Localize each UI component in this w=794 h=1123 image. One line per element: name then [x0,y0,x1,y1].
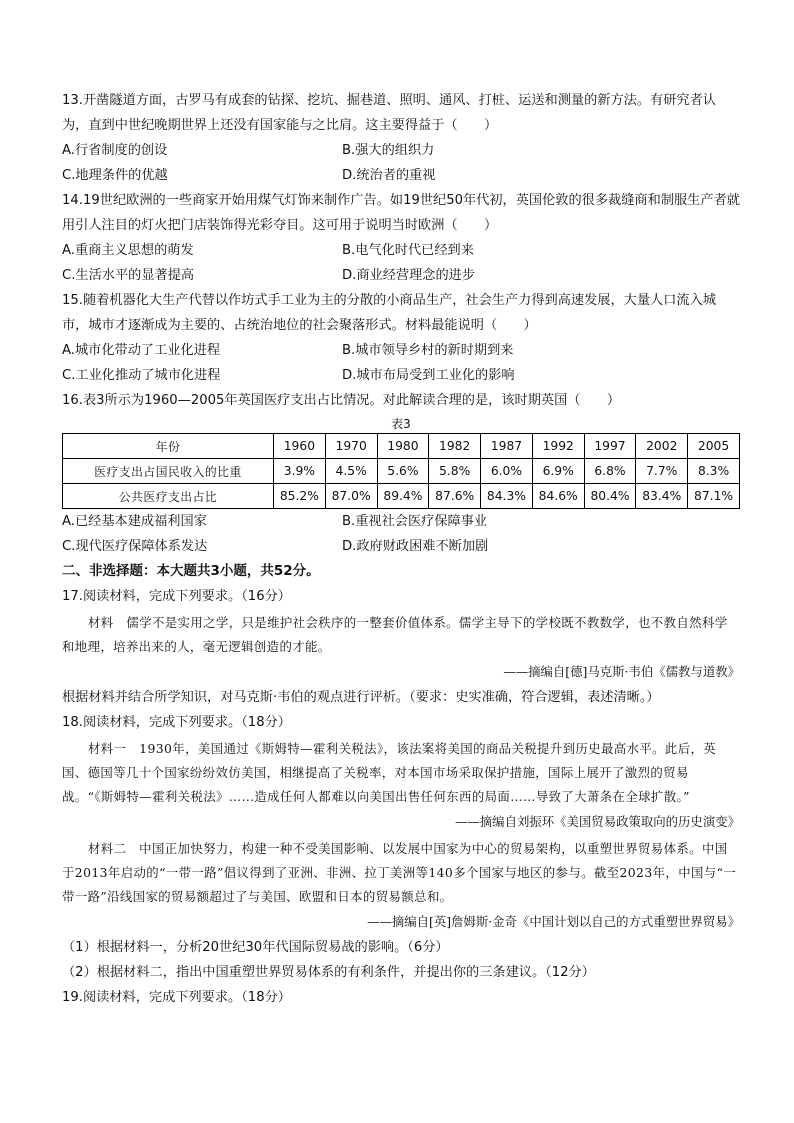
table-cell: 5.6% [377,459,429,484]
q14-option-d: D.商业经营理念的进步 [342,268,476,283]
q15-option-d: D.城市布局受到工业化的影响 [342,368,515,383]
table-cell: 6.9% [532,459,584,484]
q19-stem: 19.阅读材料，完成下列要求。（18分） [62,990,291,1005]
q14-option-c: C.生活水平的显著提高 [62,268,195,283]
table-cell: 80.4% [584,484,636,509]
table-caption: 表3 [391,417,411,431]
q14-option-b: B.电气化时代已经到来 [342,243,474,258]
table-cell: 84.3% [481,484,533,509]
table-header-cell: 1970 [325,434,377,459]
q16-option-c: C.现代医疗保障体系发达 [62,539,208,554]
q13-option-d: D.统治者的重视 [342,168,436,183]
table-cell: 85.2% [274,484,326,509]
table-cell: 87.0% [325,484,377,509]
q17-stem: 17.阅读材料，完成下列要求。（16分） [62,589,291,604]
q18-source-1: ——摘编自刘振环《美国贸易政策取向的历史演变》 [455,814,740,829]
table-header-cell: 1987 [481,434,533,459]
table-header-cell: 1982 [429,434,481,459]
q16-stem: 16.表3所示为1960—2005年英国医疗支出占比情况。对此解读合理的是，该时期英国（ ） [62,393,621,408]
q14-option-a: A.重商主义思想的萌发 [62,243,194,258]
q17-source: ——摘编自[德]马克斯·韦伯《儒教与道教》 [503,664,740,679]
table-cell: 83.4% [636,484,688,509]
q16-option-b: B.重视社会医疗保障事业 [342,514,488,529]
q18-stem: 18.阅读材料，完成下列要求。（18分） [62,715,291,730]
table-cell: 3.9% [274,459,326,484]
table-header-cell: 1992 [532,434,584,459]
table-header-cell: 年份 [63,434,274,459]
q16-option-d: D.政府财政困难不断加剧 [342,539,489,554]
table-cell: 8.3% [688,459,740,484]
section-heading: 二、非选择题：本大题共3小题，共52分。 [62,563,320,579]
q15-stem: 15.随着机器化大生产代替以作坊式手工业为主的分散的小商品生产，社会生产力得到高速发展，大量人口流入城市，城市才逐渐成为主要的、占统治地位的社会聚落形式。材料最能说明（ ） [62,293,716,333]
table-row [63,459,740,484]
q13-options [62,138,740,188]
q18-source-2: ——摘编自[英]詹姆斯·金奇《中国计划以自己的方式重塑世界贸易》 [367,914,740,929]
q13-option-c: C.地理条件的优越 [62,168,168,183]
table-header-row [63,434,740,459]
table-cell: 5.8% [429,459,481,484]
table-header-cell: 1997 [584,434,636,459]
q18-material-2: 材料二 中国正加快努力，构建一种不受美国影响、以发展中国家为中心的贸易架构，以重塑世界贸易体系。中国于2013年启动的“一带一路”倡议得到了亚洲、非洲、拉丁美洲等140多个国家与地区的参与。截至2023年，中国与“一带一路”沿线国家的贸易额超过了与美国、欧盟和日本的贸易额总和。 [62,841,737,904]
q14-stem: 14.19世纪欧洲的一些商家开始用煤气灯饰来制作广告。如19世纪50年代初，英国伦敦的很多裁缝商和制服生产者就用引人注目的灯火把门店装饰得光彩夺目。这可用于说明当时欧洲（ ） [62,193,740,233]
q18-material-1: 材料一 1930年，美国通过《斯姆特—霍利关税法》，该法案将美国的商品关税提升到历史最高水平。此后，英国、德国等几十个国家纷纷效仿美国，相继提高了关税率，对本国市场采取保护措施，国际上展开了激烈的贸易战。“《斯姆特—霍利关税法》……造成任何人都难以向美国出售任何东西的局面……导致了大萧条在全球扩散。” [62,741,717,804]
table-header-cell: 2005 [688,434,740,459]
table-cell: 87.6% [429,484,481,509]
q13-option-a: A.行省制度的创设 [62,143,168,158]
q17-task: 根据材料并结合所学知识，对马克斯·韦伯的观点进行评析。（要求：史实准确，符合逻辑，表述清晰。） [62,690,660,705]
table-cell: 医疗支出占国民收入的比重 [63,459,274,484]
table-cell: 84.6% [532,484,584,509]
q18-task-1: （1）根据材料一，分析20世纪30年代国际贸易战的影响。（6分） [62,940,449,955]
q16-option-a: A.已经基本建成福利国家 [62,514,207,529]
q15-option-a: A.城市化带动了工业化进程 [62,343,221,358]
table-header-cell: 1960 [274,434,326,459]
table-cell: 7.7% [636,459,688,484]
q18-task-2: （2）根据材料二，指出中国重塑世界贸易体系的有利条件，并提出你的三条建议。（12分） [62,965,595,980]
table-header-cell: 2002 [636,434,688,459]
q15-options [62,338,740,388]
table-cell: 公共医疗支出占比 [63,484,274,509]
table-row [63,484,740,509]
q15-option-b: B.城市领导乡村的新时期到来 [342,343,514,358]
table-cell: 89.4% [377,484,429,509]
q13-option-b: B.强大的组织力 [342,143,435,158]
table-cell: 6.8% [584,459,636,484]
table-cell: 4.5% [325,459,377,484]
q13-stem: 13.开凿隧道方面，古罗马有成套的钻探、挖坑、掘巷道、照明、通风、打桩、运送和测量的新方法。有研究者认为，直到中世纪晚期世界上还没有国家能与之比肩。这主要得益于（ ） [62,93,716,133]
table-cell: 6.0% [481,459,533,484]
exam-page [62,88,740,1010]
medical-expenditure-table [62,433,740,509]
q14-options [62,238,740,288]
q17-material: 材料 儒学不是实用之学，只是维护社会秩序的一整套价值体系。儒学主导下的学校既不教数学，也不教自然科学和地理，培养出来的人，毫无逻辑创造的才能。 [62,615,728,654]
q16-options [62,509,740,559]
q15-option-c: C.工业化推动了城市化进程 [62,368,221,383]
table-cell: 87.1% [688,484,740,509]
table-header-cell: 1980 [377,434,429,459]
